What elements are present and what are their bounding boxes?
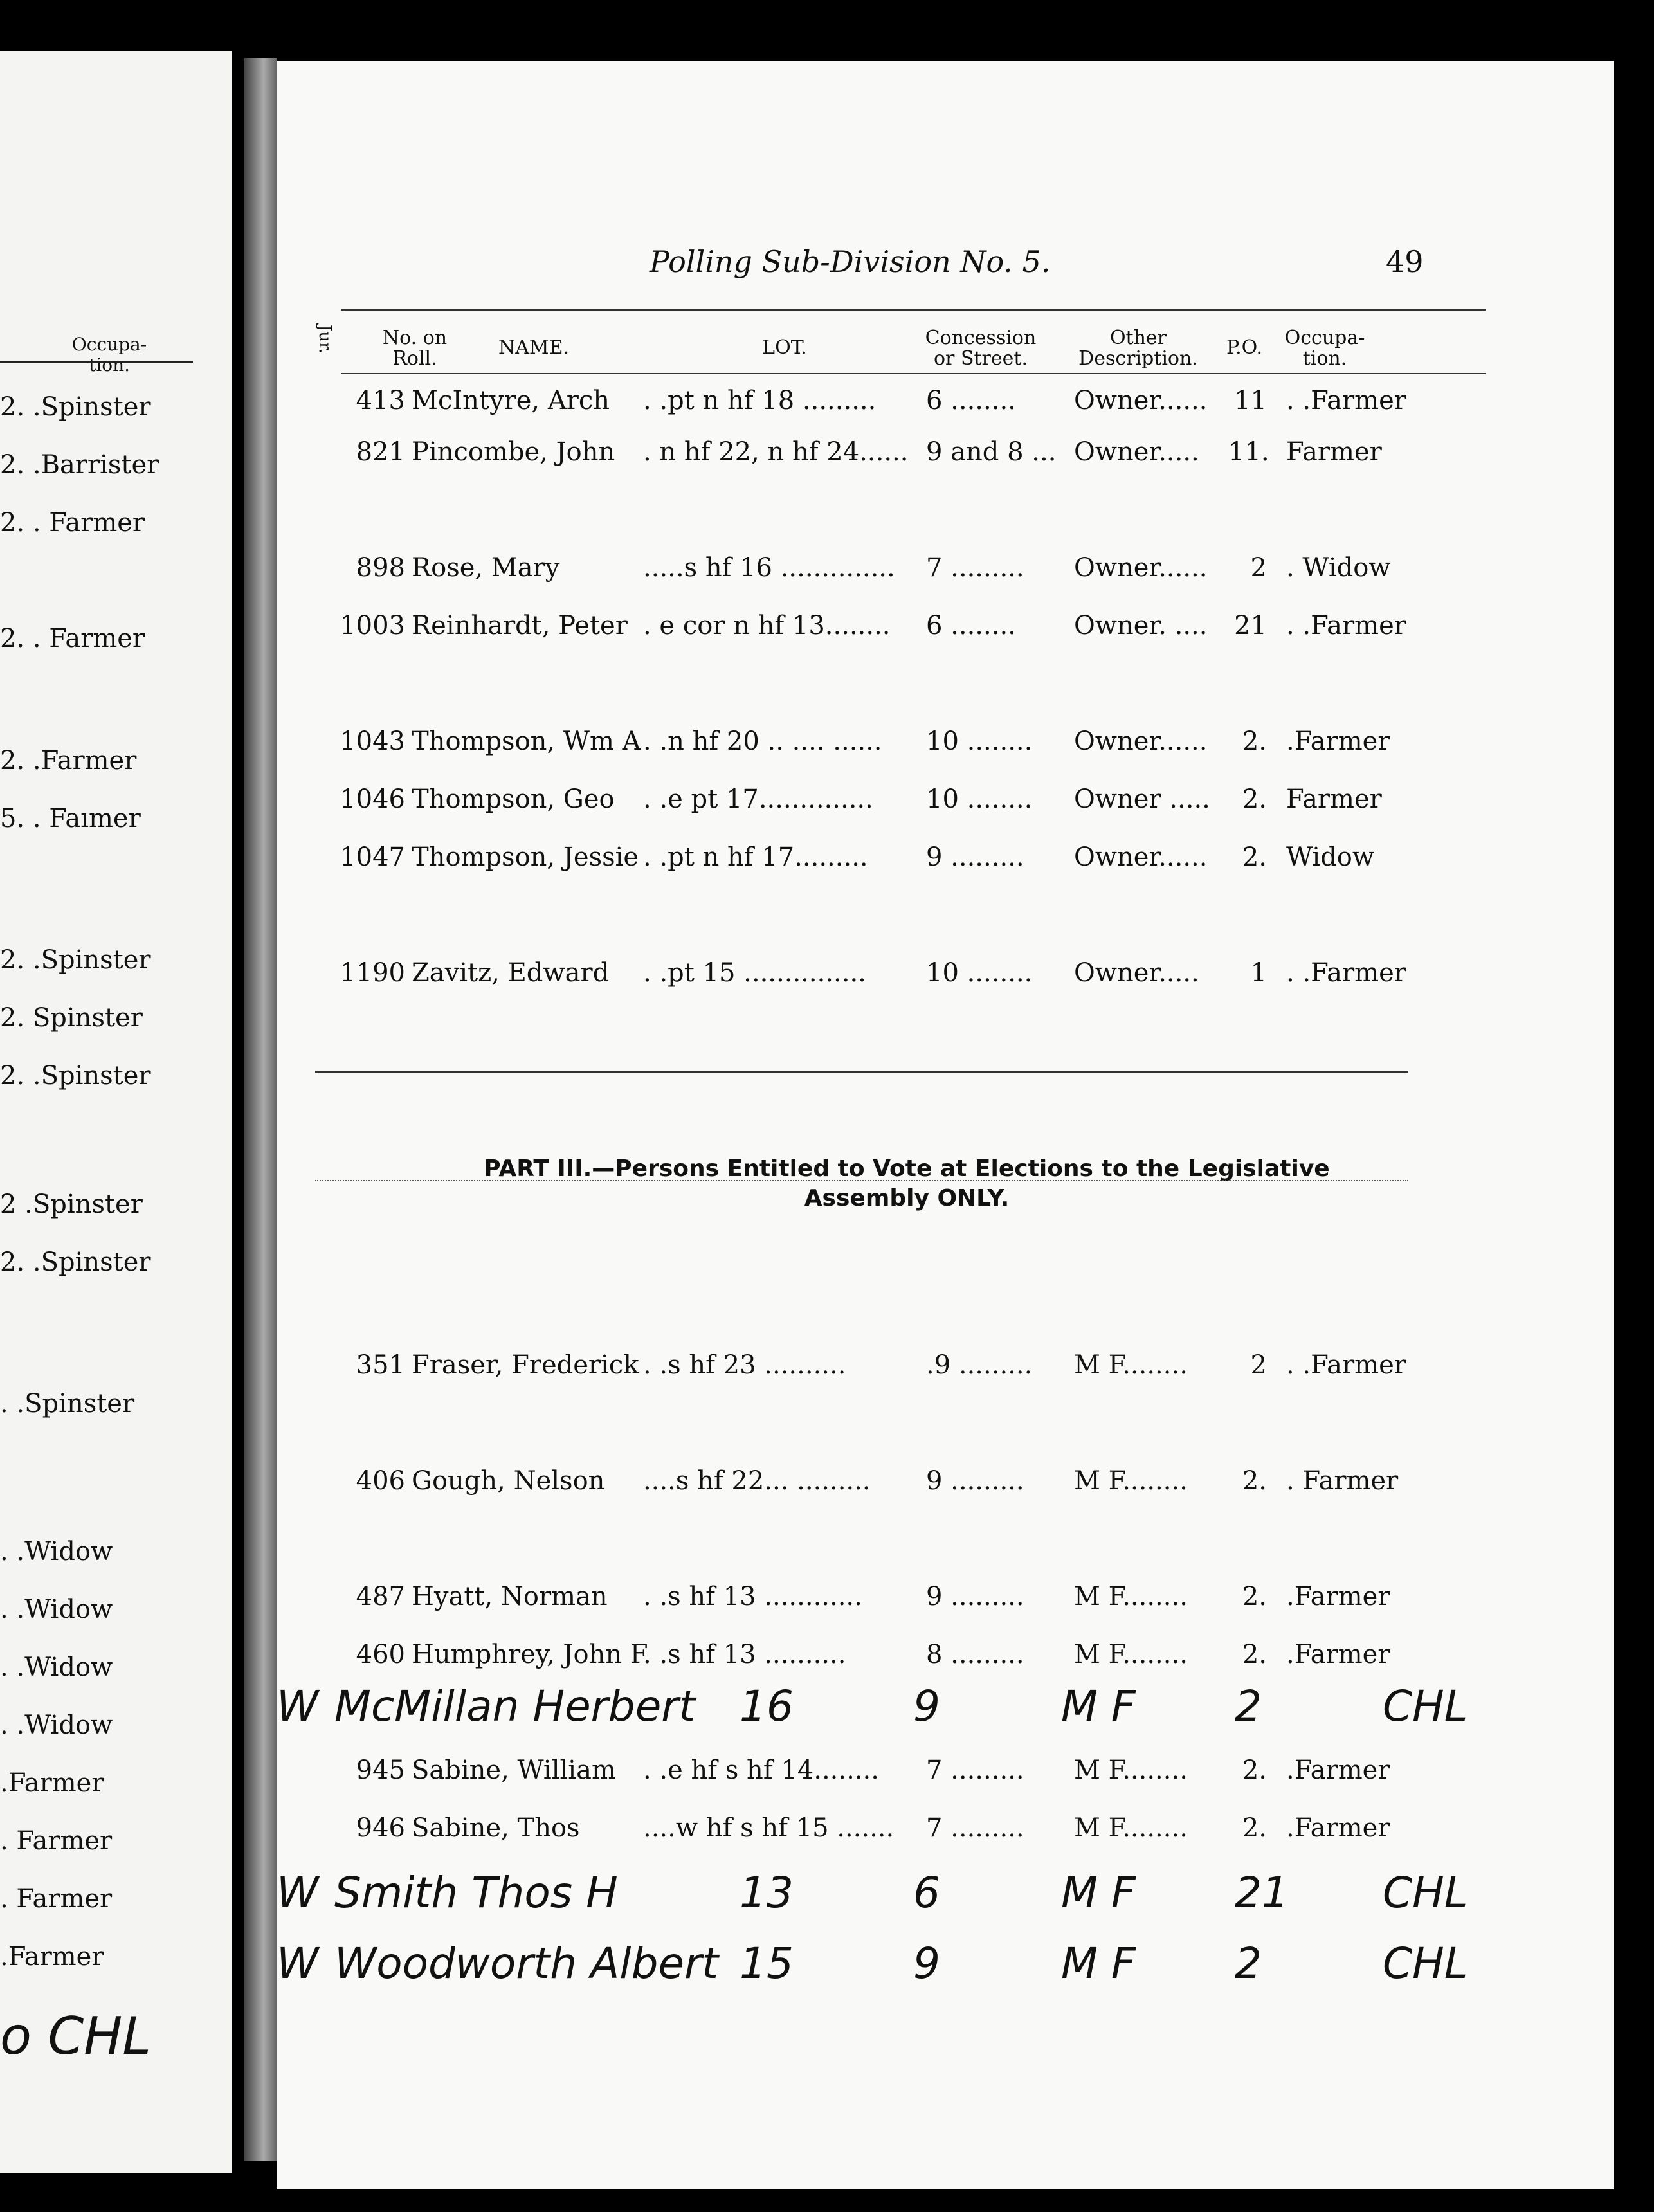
voter-name: Pincombe, John [412, 437, 615, 467]
roll-number: 351 [356, 1350, 405, 1380]
occupation: . .Farmer [1286, 958, 1406, 988]
lot: . .pt n hf 17......... [643, 842, 868, 872]
roll-number: 460 [356, 1640, 405, 1669]
concession: 10 ........ [926, 958, 1033, 988]
left-occupation-row: .Farmer [0, 1942, 104, 1972]
other-description: M F........ [1074, 1755, 1188, 1785]
roll-number: 898 [356, 553, 405, 583]
post-office: 2. [1242, 1582, 1267, 1611]
handwritten-name: Woodworth Albert [334, 1939, 719, 1988]
handwritten-po: 2 [1235, 1939, 1262, 1988]
concession: 7 ......... [926, 553, 1024, 583]
left-occupation-row: 2. . Farmer [0, 624, 145, 653]
voter-name: Hyatt, Norman [412, 1582, 608, 1611]
left-occupation-row: 2 .Spinster [0, 1190, 143, 1219]
lot: . .e pt 17.............. [643, 784, 873, 814]
handwritten-concession: 6 [913, 1868, 940, 1917]
part-iii-title-line1: PART III.—Persons Entitled to Vote at Elections to the Legislative [484, 1156, 1330, 1182]
post-office: 2. [1242, 842, 1267, 872]
left-occupation-row: . Farmer [0, 1884, 113, 1914]
handwritten-name: McMillan Herbert [334, 1682, 696, 1731]
lot: . .pt 15 ............... [643, 958, 866, 988]
running-head: Polling Sub-Division No. 5. [650, 244, 1051, 279]
post-office: 1 [1250, 958, 1267, 988]
voter-name: Sabine, William [412, 1755, 616, 1785]
concession: 9 ......... [926, 1466, 1024, 1496]
part-iii-title [405, 1154, 1408, 1213]
lot: . .s hf 13 .......... [643, 1640, 846, 1669]
roll-number: 1047 [340, 842, 405, 872]
left-occupation-row: 2. .Spinster [0, 392, 151, 422]
left-occupation-row: . .Spinster [0, 1389, 135, 1419]
handwritten-other: M F [1061, 1682, 1136, 1731]
handwritten-lot: 15 [740, 1939, 794, 1988]
occupation: . Widow [1286, 553, 1391, 583]
left-occupation-row: 2. .Farmer [0, 746, 137, 775]
left-occupation-row: . Farmer [0, 1826, 113, 1856]
left-handwritten-mark: o CHL [0, 2006, 151, 2066]
left-occupation-row: . .Widow [0, 1653, 113, 1682]
handwritten-po: 21 [1235, 1868, 1289, 1917]
handwritten-occupation: CHL [1383, 1939, 1468, 1988]
other-description: Owner..... [1074, 437, 1199, 467]
post-office: 2 [1250, 1350, 1267, 1380]
voter-name: Zavitz, Edward [412, 958, 610, 988]
concession: 10 ........ [926, 784, 1033, 814]
handwritten-other: M F [1061, 1868, 1136, 1917]
voter-name: Humphrey, John F [412, 1640, 648, 1669]
lot: . n hf 22, n hf 24...... [643, 437, 909, 467]
handwritten-occupation: CHL [1383, 1682, 1468, 1731]
occupation: .Farmer [1286, 1813, 1390, 1843]
voter-name: Thompson, Geo [412, 784, 615, 814]
left-header-rule [0, 361, 193, 363]
lot: . .e hf s hf 14........ [643, 1755, 879, 1785]
roll-number: 1046 [340, 784, 405, 814]
col-header-occupation: Occupa- tion. [1284, 327, 1365, 370]
left-occupation-row: . .Widow [0, 1595, 113, 1624]
post-office: 11. [1228, 437, 1269, 467]
handwritten-name: Smith Thos H [334, 1868, 618, 1917]
header-top-rule [341, 309, 1486, 311]
voter-name: Rose, Mary [412, 553, 560, 583]
other-description: M F........ [1074, 1350, 1188, 1380]
other-description: Owner. .... [1074, 611, 1208, 640]
occupation: .Farmer [1286, 727, 1390, 756]
col-header-no-on-roll: No. on Roll. [382, 327, 448, 370]
handwritten-jur: W [277, 1939, 319, 1988]
concession: 7 ......... [926, 1755, 1024, 1785]
roll-number: 945 [356, 1755, 405, 1785]
other-description: M F........ [1074, 1466, 1188, 1496]
left-occupation-row: 2. Spinster [0, 1003, 143, 1033]
page-number: 49 [1386, 244, 1424, 279]
left-occupation-row: . .Widow [0, 1710, 113, 1740]
part-iii-title-line2: Assembly ONLY. [804, 1185, 1010, 1211]
roll-number: 413 [356, 386, 405, 415]
post-office: 2. [1242, 727, 1267, 756]
post-office: 2. [1242, 784, 1267, 814]
left-occupation-row: 5. . Faımer [0, 804, 141, 833]
other-description: Owner...... [1074, 386, 1208, 415]
other-description: Owner...... [1074, 842, 1208, 872]
occupation: .Farmer [1286, 1582, 1390, 1611]
handwritten-other: M F [1061, 1939, 1136, 1988]
left-occupation-row: . .Widow [0, 1537, 113, 1566]
concession: 9 ......... [926, 1582, 1024, 1611]
occupation: Widow [1286, 842, 1375, 872]
book-gutter [244, 58, 277, 2161]
roll-number: 821 [356, 437, 405, 467]
handwritten-jur: W [277, 1868, 319, 1917]
lot: ....w hf s hf 15 ....... [643, 1813, 895, 1843]
roll-number: 406 [356, 1466, 405, 1496]
occupation: Farmer [1286, 437, 1382, 467]
post-office: 2. [1242, 1466, 1267, 1496]
lot: . .pt n hf 18 ......... [643, 386, 877, 415]
col-header-name: NAME. [498, 336, 570, 359]
left-occupation-row: 2. .Spinster [0, 1061, 151, 1091]
concession: 10 ........ [926, 727, 1033, 756]
lot: . .s hf 13 ............ [643, 1582, 862, 1611]
occupation: .Farmer [1286, 1640, 1390, 1669]
handwritten-concession: 9 [913, 1682, 940, 1731]
other-description: M F........ [1074, 1813, 1188, 1843]
left-occupation-header: Occupa- tion. [71, 334, 147, 376]
other-description: Owner..... [1074, 958, 1199, 988]
voter-name: Sabine, Thos [412, 1813, 580, 1843]
handwritten-jur: W [277, 1682, 319, 1731]
post-office: 21 [1234, 611, 1267, 640]
post-office: 2. [1242, 1640, 1267, 1669]
concession: .9 ......... [926, 1350, 1033, 1380]
header-bottom-rule [341, 373, 1486, 374]
lot: . .n hf 20 .. .... ...... [643, 727, 882, 756]
voters-list-page [277, 61, 1614, 2189]
handwritten-occupation: CHL [1383, 1868, 1468, 1917]
roll-number: 1003 [340, 611, 405, 640]
roll-number: 487 [356, 1582, 405, 1611]
occupation: . .Farmer [1286, 1350, 1406, 1380]
col-header-other-description: Other Description. [1078, 327, 1198, 370]
occupation: . .Farmer [1286, 386, 1406, 415]
lot: .....s hf 16 .............. [643, 553, 895, 583]
left-occupation-row: 2. . Farmer [0, 508, 145, 538]
col-header-concession: Concession or Street. [925, 327, 1037, 370]
post-office: 2. [1242, 1755, 1267, 1785]
handwritten-lot: 16 [740, 1682, 794, 1731]
lot: . e cor n hf 13........ [643, 611, 891, 640]
occupation: . Farmer [1286, 1466, 1399, 1496]
voter-name: Thompson, Wm A [412, 727, 641, 756]
post-office: 11 [1234, 386, 1267, 415]
col-header-jur: Jur. [315, 325, 334, 354]
concession: 9 ......... [926, 842, 1024, 872]
occupation: Farmer [1286, 784, 1382, 814]
handwritten-concession: 9 [913, 1939, 940, 1988]
voter-name: Gough, Nelson [412, 1466, 605, 1496]
lot: ....s hf 22... ......... [643, 1466, 871, 1496]
concession: 6 ........ [926, 611, 1016, 640]
concession: 8 ......... [926, 1640, 1024, 1669]
handwritten-po: 2 [1235, 1682, 1262, 1731]
occupation: . .Farmer [1286, 611, 1406, 640]
lot: . .s hf 23 .......... [643, 1350, 846, 1380]
left-occupation-row: .Farmer [0, 1768, 104, 1798]
other-description: Owner ..... [1074, 784, 1210, 814]
voter-name: Thompson, Jessie [412, 842, 639, 872]
left-occupation-row: 2. .Barrister [0, 450, 159, 480]
roll-number: 1190 [340, 958, 405, 988]
concession: 7 ......... [926, 1813, 1024, 1843]
voter-name: Reinhardt, Peter [412, 611, 628, 640]
post-office: 2. [1242, 1813, 1267, 1843]
section-divider-rule [315, 1071, 1408, 1073]
voter-name: Fraser, Frederick [412, 1350, 639, 1380]
other-description: Owner...... [1074, 727, 1208, 756]
concession: 6 ........ [926, 386, 1016, 415]
part-iii-rule [315, 1180, 1408, 1181]
left-page-fragment [0, 51, 232, 2173]
roll-number: 1043 [340, 727, 405, 756]
col-header-po: P.O. [1226, 336, 1262, 359]
occupation: .Farmer [1286, 1755, 1390, 1785]
left-occupation-row: 2. .Spinster [0, 1247, 151, 1277]
other-description: M F........ [1074, 1640, 1188, 1669]
handwritten-lot: 13 [740, 1868, 794, 1917]
roll-number: 946 [356, 1813, 405, 1843]
other-description: M F........ [1074, 1582, 1188, 1611]
other-description: Owner...... [1074, 553, 1208, 583]
left-occupation-row: 2. .Spinster [0, 945, 151, 975]
col-header-lot: LOT. [762, 336, 807, 359]
post-office: 2 [1250, 553, 1267, 583]
concession: 9 and 8 ... [926, 437, 1057, 467]
voter-name: McIntyre, Arch [412, 386, 610, 415]
